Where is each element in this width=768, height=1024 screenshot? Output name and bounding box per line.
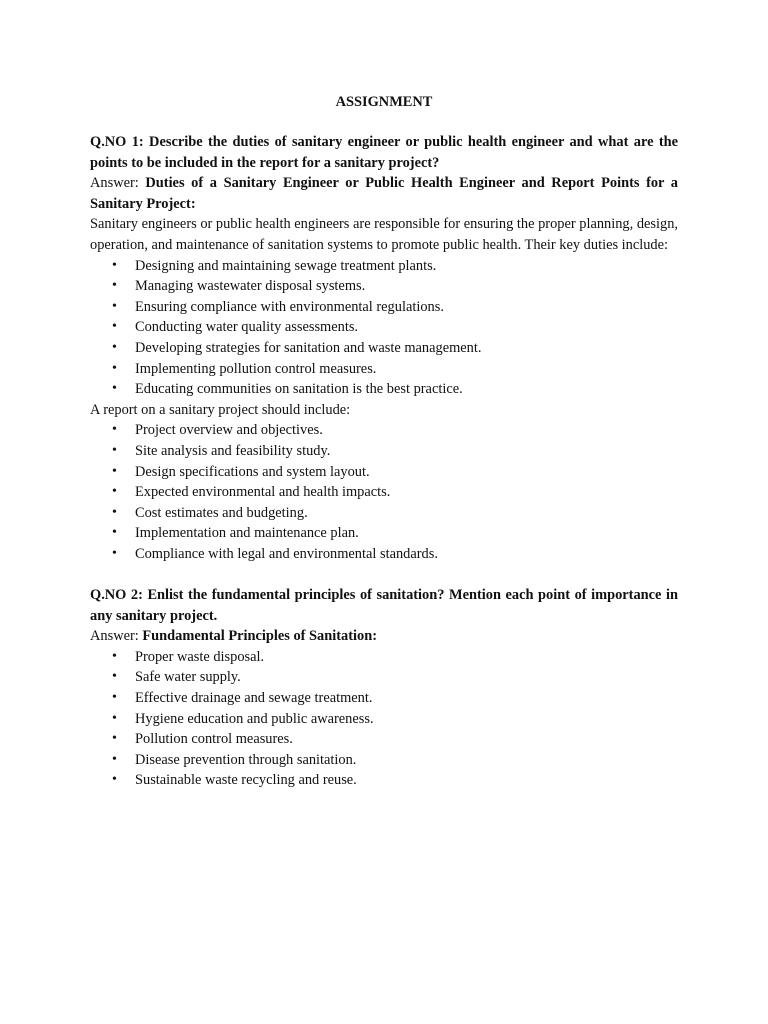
bullet-icon: • [112,690,117,706]
document-body [90,132,678,791]
bullet-icon: • [112,360,117,376]
question-1: Q.NO 1: Describe the duties of sanitary engineer or public health engineer and what are the points to be included in the report for a sanitary project? [90,134,678,171]
list-item-text: Design specifications and system layout. [135,463,370,480]
bullet-icon: • [112,525,117,541]
list-item-text: Compliance with legal and environmental standards. [135,545,438,562]
list-item [90,462,678,483]
bullet-icon: • [112,442,117,458]
list-item-text: Educating communities on sanitation is the best practice. [135,381,463,398]
bullet-icon: • [112,710,117,726]
bullet-icon: • [112,751,117,767]
bullet-icon: • [112,772,117,788]
list-item [90,317,678,338]
list-item [90,297,678,318]
list-item-text: Managing wastewater disposal systems. [135,278,366,295]
list-item [90,379,678,400]
list-item [90,729,678,750]
list-item [90,523,678,544]
list-item [90,338,678,359]
bullet-icon: • [112,422,117,438]
list-item-text: Effective drainage and sewage treatment. [135,690,373,707]
list-item-text: Implementation and maintenance plan. [135,525,359,542]
answer-2-header [90,626,678,647]
bullet-icon: • [112,731,117,747]
list-item [90,544,678,565]
bullet-icon: • [112,463,117,479]
list-item-text: Disease prevention through sanitation. [135,751,357,768]
list-item-text: Proper waste disposal. [135,648,265,665]
list-item-text: Developing strategies for sanitation and waste management. [135,339,482,356]
bullet-icon: • [112,257,117,273]
answer-label: Answer: [90,628,143,645]
list-item [90,647,678,668]
list-item-text: Pollution control measures. [135,731,293,748]
list-item-text: Expected environmental and health impacts. [135,484,391,501]
list-item [90,256,678,277]
list-item [90,688,678,709]
bullet-icon: • [112,484,117,500]
list-item-text: Implementing pollution control measures. [135,360,377,377]
list-item-text: Ensuring compliance with environmental regulations. [135,298,444,315]
duties-list [90,256,678,400]
list-item-text: Site analysis and feasibility study. [135,442,331,459]
list-item [90,667,678,688]
bullet-icon: • [112,545,117,561]
bullet-icon: • [112,504,117,520]
report-points-list [90,420,678,564]
list-item-text: Sustainable waste recycling and reuse. [135,772,357,789]
bullet-icon: • [112,278,117,294]
list-item [90,770,678,791]
list-item [90,482,678,503]
list-item [90,359,678,380]
report-intro: A report on a sanitary project should include: [90,401,351,418]
list-item [90,750,678,771]
list-item [90,709,678,730]
bullet-icon: • [112,648,117,664]
list-item-text: Safe water supply. [135,669,241,686]
list-item-text: Designing and maintaining sewage treatment plants. [135,257,437,274]
page-title: ASSIGNMENT [335,94,433,110]
list-item [90,441,678,462]
list-item [90,420,678,441]
answer-2-heading: Fundamental Principles of Sanitation: [142,628,378,645]
list-item-text: Hygiene education and public awareness. [135,710,374,727]
answer-1-heading: Duties of a Sanitary Engineer or Public Health Engineer and Report Points for a Sanitary Project: [90,175,678,212]
answer-1-intro: Sanitary engineers or public health engineers are responsible for ensuring the proper planning, design, operation, and maintenance of sanitation systems to promote public health. Their key duties include: [90,216,678,253]
answer-label: Answer: [90,175,146,192]
section-gap [90,564,678,585]
list-item-text: Project overview and objectives. [135,422,323,439]
bullet-icon: • [112,298,117,314]
bullet-icon: • [112,669,117,685]
principles-list [90,647,678,791]
list-item [90,276,678,297]
answer-1-header [90,173,678,214]
question-2: Q.NO 2: Enlist the fundamental principles of sanitation? Mention each point of importance in any sanitary project. [90,587,678,624]
bullet-icon: • [112,381,117,397]
list-item-text: Cost estimates and budgeting. [135,504,308,521]
list-item [90,503,678,524]
bullet-icon: • [112,339,117,355]
list-item-text: Conducting water quality assessments. [135,319,359,336]
bullet-icon: • [112,319,117,335]
